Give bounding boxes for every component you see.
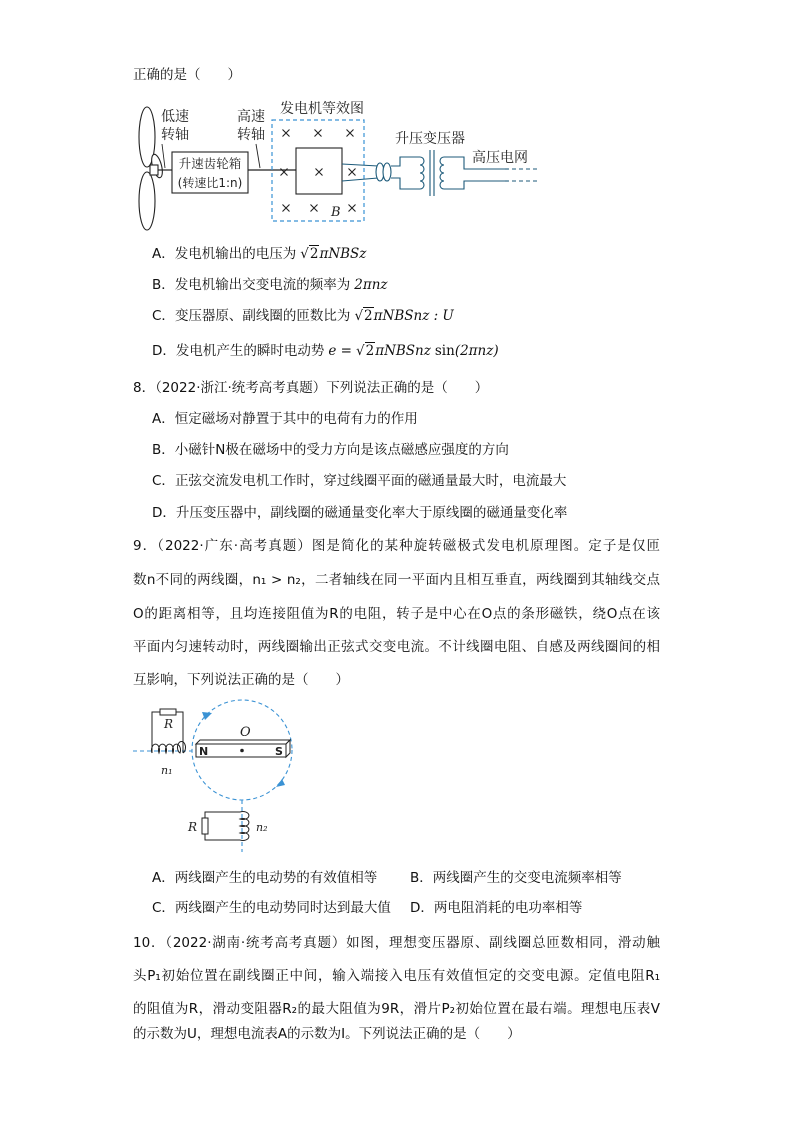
option-text: 恒定磁场对静置于其中的电荷有力的作用 xyxy=(174,411,418,427)
option-text: 正弦交流发电机工作时，穿过线圈平面的磁通量最大时，电流最大 xyxy=(174,473,567,489)
option-label: D． xyxy=(152,343,176,359)
option-math: 2πnz xyxy=(354,277,388,293)
option-math: πNBSnz : U xyxy=(373,308,454,324)
field-cross-icon xyxy=(349,205,356,212)
q10-line-3: 的阻值为R，滑动变阻器R₂的最大阻值为9R，滑片P₂初始位置在最右端。理想电压表V xyxy=(133,1001,660,1017)
coil1-label: n₁ xyxy=(161,764,173,777)
wind-generator-diagram xyxy=(125,95,545,235)
primary-coil xyxy=(420,157,424,189)
gearbox-label-2: (转速比1:n) xyxy=(177,176,243,190)
option-label: B． xyxy=(152,277,175,293)
rotating-magnet-diagram xyxy=(128,695,308,855)
q9-line-2: 数n不同的两线圈，n₁ > n₂，二者轴线在同一平面内且相互垂直，两线圈到其轴线交点 xyxy=(133,572,660,588)
secondary-coil xyxy=(440,157,444,189)
low-speed-label-2: 转轴 xyxy=(161,127,189,143)
option-text: 小磁针N极在磁场中的受力方向是该点磁感应强度的方向 xyxy=(174,442,509,458)
rotation-arrow-icon xyxy=(276,779,285,787)
q9-line-5: 互影响，下列说法正确的是（ ） xyxy=(133,672,349,688)
center-point xyxy=(240,749,244,753)
option-label: A． xyxy=(152,870,175,886)
q7-option-b xyxy=(152,276,388,294)
q8-header: 8．（2022·浙江·统考高考真题）下列说法正确的是（ ） xyxy=(133,380,489,396)
high-speed-leader xyxy=(256,144,260,168)
q10-line-1: 10．（2022·湖南·统考高考真题）如图，理想变压器原、副线圈总匝数相同，滑动触 xyxy=(133,935,660,951)
option-label: A． xyxy=(152,411,175,427)
option-math-func: sin xyxy=(434,343,455,359)
option-label: A． xyxy=(152,246,175,262)
coil2-label: n₂ xyxy=(256,821,268,834)
center-label: O xyxy=(240,725,251,740)
q9-option-d xyxy=(410,899,582,917)
option-math-pre: e = xyxy=(328,343,352,359)
option-math: πNBSz xyxy=(319,246,367,262)
field-cross-icon xyxy=(283,130,290,137)
option-math-arg: (2πnz) xyxy=(454,343,499,359)
option-text: 发电机产生的瞬时电动势 xyxy=(175,343,325,359)
option-math: πNBSnz xyxy=(375,343,431,359)
sqrt-expression: √2 xyxy=(300,246,319,262)
transformer-label: 升压变压器 xyxy=(395,131,465,147)
option-text: 升压变压器中，副线圈的磁通量变化率大于原线圈的磁通量变化率 xyxy=(175,505,568,521)
field-cross-icon xyxy=(347,130,354,137)
q10-line-2: 头P₁初始位置在副线圈正中间，输入端接入电压有效值恒定的交变电源。定值电阻R₁ xyxy=(133,968,660,984)
q7-option-a xyxy=(152,245,366,263)
q9-option-a xyxy=(152,869,377,887)
option-text: 两线圈产生的交变电流频率相等 xyxy=(432,870,622,886)
option-text: 两电阻消耗的电功率相等 xyxy=(433,900,583,916)
high-speed-label-2: 转轴 xyxy=(237,127,265,143)
option-label: B． xyxy=(410,870,433,886)
gearbox-label-1: 升速齿轮箱 xyxy=(178,156,242,171)
q8-option-a xyxy=(152,410,418,428)
q9-option-b xyxy=(410,869,622,887)
q9-line-1: 9．（2022·广东·高考真题）图是简化的某种旋转磁极式发电机原理图。定子是仅匝 xyxy=(133,538,660,554)
resistor1-label: R xyxy=(164,717,174,731)
option-text: 两线圈产生的电动势同时达到最大值 xyxy=(174,900,391,916)
q7-option-c xyxy=(152,307,454,325)
q9-line-4: 平面内匀速转动时，两线圈输出正弦式交变电流。不计线圈电阻、自感及两线圈间的相 xyxy=(133,639,660,655)
resistor-2 xyxy=(202,818,208,834)
q8-option-b xyxy=(152,441,509,459)
option-text: 两线圈产生的电动势的有效值相等 xyxy=(174,870,378,886)
resistor-1 xyxy=(160,709,176,715)
turbine-hub xyxy=(150,165,158,175)
coil2-winding xyxy=(240,812,249,841)
q8-option-c xyxy=(152,472,566,490)
turbine-blades xyxy=(139,107,164,230)
generator-title: 发电机等效图 xyxy=(280,101,364,117)
low-speed-leader xyxy=(162,144,165,168)
q9-option-c xyxy=(152,899,391,917)
option-label: D． xyxy=(410,900,434,916)
option-label: C． xyxy=(152,308,175,324)
field-label: B xyxy=(331,205,341,220)
q8-option-d xyxy=(152,504,567,522)
sqrt-expression: √2 xyxy=(356,343,375,359)
generator-coil-frame xyxy=(296,148,342,194)
field-cross-icon xyxy=(311,205,318,212)
option-label: B． xyxy=(152,442,175,458)
grid-label: 高压电网 xyxy=(472,150,528,166)
field-cross-icon xyxy=(283,205,290,212)
option-text: 发电机输出交变电流的频率为 xyxy=(174,277,351,293)
option-label: D． xyxy=(152,505,176,521)
q7-option-d xyxy=(152,342,499,360)
q10-line-4: 的示数为U，理想电流表A的示数为I。下列说法正确的是（ ） xyxy=(133,1026,521,1042)
high-speed-label-1: 高速 xyxy=(237,109,265,125)
q7-stem-tail: 正确的是（ ） xyxy=(133,67,241,83)
option-label: C． xyxy=(152,900,175,916)
slip-ring xyxy=(383,163,391,181)
q9-line-3: O的距离相等，且均连接阻值为R的电阻，转子是中心在O点的条形磁铁，绕O点在该 xyxy=(133,606,660,622)
south-pole-label: S xyxy=(275,745,283,758)
low-speed-label-1: 低速 xyxy=(161,109,189,125)
option-text: 发电机输出的电压为 xyxy=(174,246,297,262)
resistor2-label: R xyxy=(188,820,198,834)
coil1-circuit xyxy=(152,709,186,753)
field-cross-icon xyxy=(315,130,322,137)
option-text: 变压器原、副线圈的匝数比为 xyxy=(174,308,351,324)
field-cross-icon xyxy=(349,169,356,176)
north-pole-label: N xyxy=(199,745,209,758)
option-label: C． xyxy=(152,473,175,489)
lower-blade xyxy=(139,172,155,230)
sqrt-expression: √2 xyxy=(354,308,373,324)
